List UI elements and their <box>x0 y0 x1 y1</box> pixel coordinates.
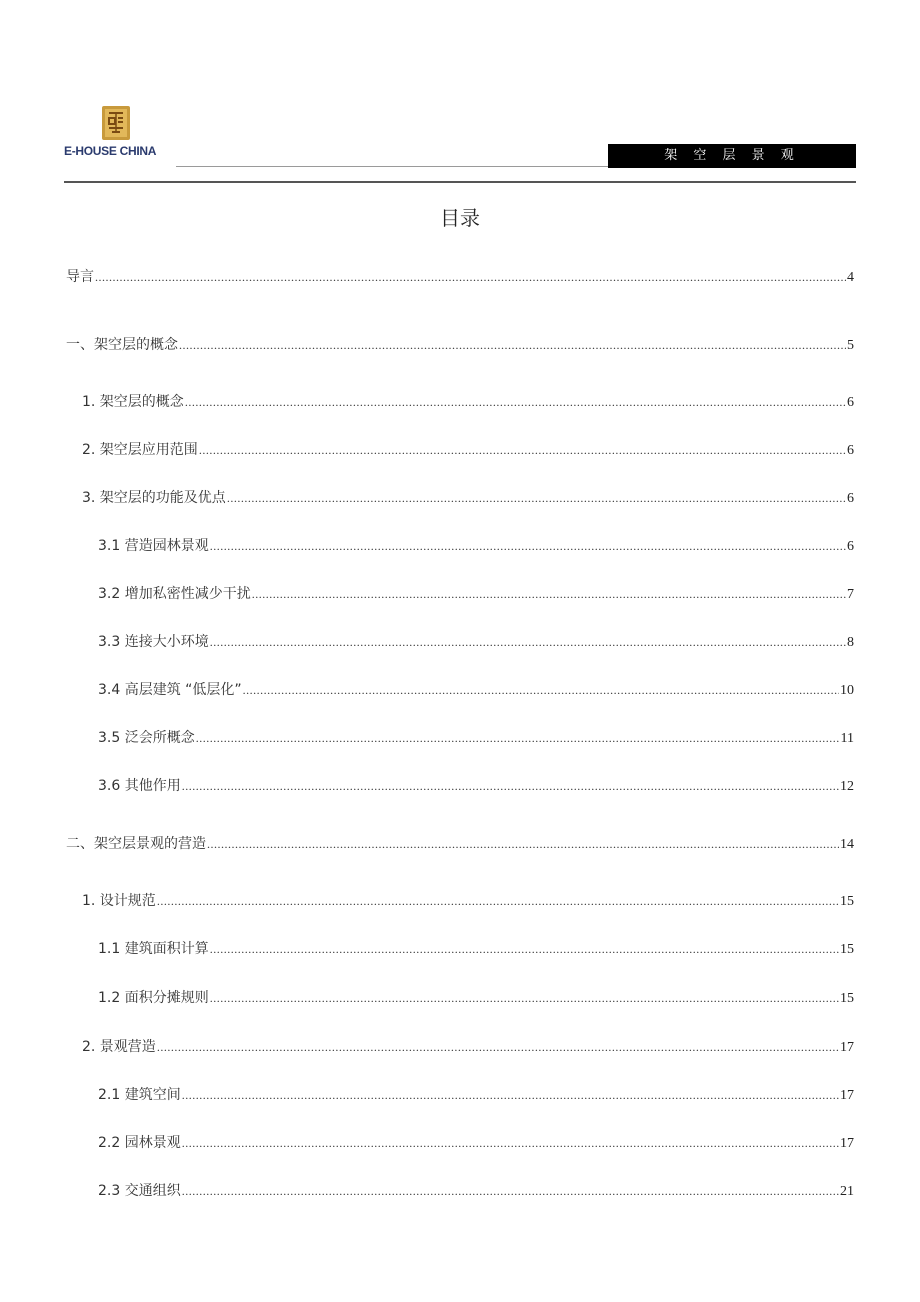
toc-entry[interactable] <box>82 440 854 460</box>
toc-entry-label: 2. 架空层应用范围 <box>82 442 198 458</box>
toc-entry[interactable] <box>82 891 854 911</box>
toc-entry[interactable] <box>98 584 854 604</box>
toc-entry-page: 17 <box>840 1088 854 1103</box>
toc-entry[interactable] <box>66 834 854 854</box>
toc-entry-label: 导言 <box>66 269 94 285</box>
toc-entry-label: 2.2 园林景观 <box>98 1135 181 1151</box>
toc-entry-page: 5 <box>847 338 854 353</box>
toc-title: 目录 <box>440 206 480 230</box>
toc-leader-dots <box>227 488 846 508</box>
toc-entry[interactable] <box>98 680 854 700</box>
toc-leader-dots <box>243 680 839 700</box>
toc-entry-label: 3.1 营造园林景观 <box>98 538 209 554</box>
logo-text: E-HOUSE CHINA <box>64 144 157 158</box>
toc-entry[interactable] <box>98 776 854 796</box>
toc-entry-label: 3.2 增加私密性减少干扰 <box>98 586 251 602</box>
toc-leader-dots <box>157 891 839 911</box>
toc-entry-page: 11 <box>840 731 854 746</box>
toc-entry-label: 一、架空层的概念 <box>66 337 178 353</box>
toc-leader-dots <box>196 728 840 748</box>
toc-leader-dots <box>182 1085 839 1105</box>
toc-entry-page: 15 <box>840 894 854 909</box>
toc-entry-page: 17 <box>840 1136 854 1151</box>
toc-entry-label: 3.4 高层建筑 “低层化” <box>98 682 242 698</box>
toc-entry-label: 3.5 泛会所概念 <box>98 730 195 746</box>
toc-entry-page: 8 <box>847 635 854 650</box>
toc-entry-page: 12 <box>840 779 854 794</box>
toc-entry-label: 1. 设计规范 <box>82 893 156 909</box>
toc-entry[interactable] <box>98 536 854 556</box>
toc-entry-label: 1.2 面积分摊规则 <box>98 990 209 1006</box>
toc-leader-dots <box>95 267 846 287</box>
header-divider <box>64 181 856 183</box>
toc-entry-label: 3. 架空层的功能及优点 <box>82 490 226 506</box>
toc-entry-label: 2.1 建筑空间 <box>98 1087 181 1103</box>
toc-entry-label: 3.6 其他作用 <box>98 778 181 794</box>
toc-entry-page: 17 <box>840 1040 854 1055</box>
toc-entry-page: 7 <box>847 587 854 602</box>
toc-leader-dots <box>182 1181 839 1201</box>
toc-entry-page: 10 <box>840 683 854 698</box>
toc-entry-page: 15 <box>840 942 854 957</box>
toc-entry-page: 21 <box>840 1184 854 1199</box>
header-thin-divider <box>176 166 608 167</box>
toc-leader-dots <box>210 939 839 959</box>
toc-leader-dots <box>179 335 846 355</box>
toc-leader-dots <box>210 536 846 556</box>
toc-entry[interactable] <box>98 632 854 652</box>
toc-entry[interactable] <box>66 267 854 287</box>
toc-leader-dots <box>210 988 839 1008</box>
toc-entry[interactable] <box>98 939 854 959</box>
toc-leader-dots <box>157 1037 839 1057</box>
toc-entry-page: 4 <box>847 270 854 285</box>
toc-entry-label: 二、架空层景观的营造 <box>66 836 206 852</box>
toc-entry-page: 6 <box>847 539 854 554</box>
toc-entry-label: 2.3 交通组织 <box>98 1183 181 1199</box>
section-label: 架 空 层 景 观 <box>608 144 856 168</box>
company-logo <box>64 104 174 160</box>
toc-entry-page: 15 <box>840 991 854 1006</box>
toc-entry-label: 2. 景观营造 <box>82 1039 156 1055</box>
toc-entry[interactable] <box>98 1181 854 1201</box>
toc-leader-dots <box>185 392 846 412</box>
toc-leader-dots <box>182 1133 839 1153</box>
toc-entry[interactable] <box>98 728 854 748</box>
toc-entry-page: 6 <box>847 395 854 410</box>
toc-leader-dots <box>210 632 846 652</box>
toc-entry-page: 14 <box>840 837 854 852</box>
toc-entry-label: 1. 架空层的概念 <box>82 394 184 410</box>
toc-entry-label: 1.1 建筑面积计算 <box>98 941 209 957</box>
toc-entry[interactable] <box>82 1037 854 1057</box>
toc-leader-dots <box>199 440 846 460</box>
toc-entry[interactable] <box>82 488 854 508</box>
toc-entry-label: 3.3 连接大小环境 <box>98 634 209 650</box>
toc-leader-dots <box>182 776 839 796</box>
logo-emblem-icon <box>96 104 136 144</box>
toc-entry[interactable] <box>98 1133 854 1153</box>
toc-entry-page: 6 <box>847 443 854 458</box>
toc-entry[interactable] <box>98 1085 854 1105</box>
toc-leader-dots <box>252 584 846 604</box>
toc-leader-dots <box>207 834 839 854</box>
toc-entry[interactable] <box>98 988 854 1008</box>
toc-entry[interactable] <box>66 335 854 355</box>
toc-entry-page: 6 <box>847 491 854 506</box>
toc-entry[interactable] <box>82 392 854 412</box>
